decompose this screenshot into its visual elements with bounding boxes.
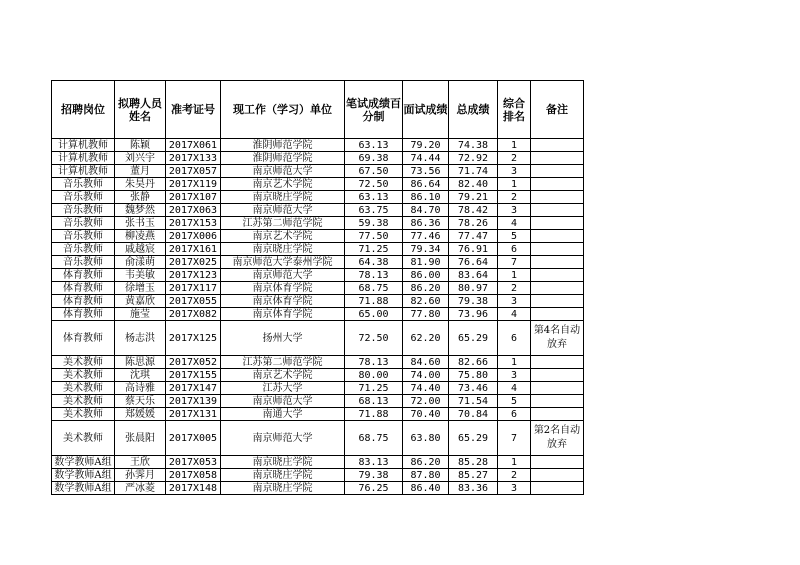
- cell-interview-score: 86.00: [403, 269, 449, 282]
- cell-name: 魏梦然: [115, 204, 166, 217]
- cell-rank: 1: [498, 356, 531, 369]
- cell-interview-score: 82.60: [403, 295, 449, 308]
- cell-exam-id: 2017X161: [166, 243, 221, 256]
- cell-name: 杨志洪: [115, 321, 166, 356]
- cell-name: 施莹: [115, 308, 166, 321]
- cell-note: [531, 165, 584, 178]
- cell-rank: 1: [498, 178, 531, 191]
- cell-interview-score: 62.20: [403, 321, 449, 356]
- cell-unit: 江苏第二师范学院: [221, 356, 345, 369]
- cell-interview-score: 79.34: [403, 243, 449, 256]
- cell-rank: 2: [498, 191, 531, 204]
- cell-note: [531, 230, 584, 243]
- cell-unit: 南京体育学院: [221, 295, 345, 308]
- cell-written-score: 72.50: [345, 178, 403, 191]
- cell-total-score: 65.29: [449, 321, 498, 356]
- header-exam-id: 准考证号: [166, 81, 221, 139]
- cell-note: [531, 408, 584, 421]
- cell-written-score: 71.88: [345, 295, 403, 308]
- cell-post: 美术教师: [52, 356, 115, 369]
- cell-total-score: 71.54: [449, 395, 498, 408]
- cell-name: 黄嘉欣: [115, 295, 166, 308]
- cell-exam-id: 2017X119: [166, 178, 221, 191]
- cell-name: 孙霁月: [115, 469, 166, 482]
- cell-unit: 南通大学: [221, 408, 345, 421]
- cell-interview-score: 74.44: [403, 152, 449, 165]
- cell-total-score: 79.21: [449, 191, 498, 204]
- cell-unit: 南京艺术学院: [221, 230, 345, 243]
- header-total-score: 总成绩: [449, 81, 498, 139]
- cell-post: 音乐教师: [52, 217, 115, 230]
- cell-unit: 淮阴师范学院: [221, 152, 345, 165]
- cell-interview-score: 74.00: [403, 369, 449, 382]
- cell-exam-id: 2017X063: [166, 204, 221, 217]
- cell-interview-score: 86.36: [403, 217, 449, 230]
- cell-written-score: 63.13: [345, 139, 403, 152]
- header-row: [52, 81, 584, 139]
- cell-exam-id: 2017X052: [166, 356, 221, 369]
- cell-interview-score: 81.90: [403, 256, 449, 269]
- cell-post: 音乐教师: [52, 243, 115, 256]
- cell-written-score: 67.50: [345, 165, 403, 178]
- table-row: [52, 469, 584, 482]
- cell-exam-id: 2017X053: [166, 456, 221, 469]
- table-row: [52, 178, 584, 191]
- cell-interview-score: 84.60: [403, 356, 449, 369]
- cell-post: 音乐教师: [52, 191, 115, 204]
- cell-total-score: 74.38: [449, 139, 498, 152]
- header-rank: 综合排名: [498, 81, 531, 139]
- cell-total-score: 83.64: [449, 269, 498, 282]
- cell-exam-id: 2017X061: [166, 139, 221, 152]
- cell-name: 沈琪: [115, 369, 166, 382]
- cell-unit: 南京师范大学: [221, 204, 345, 217]
- cell-written-score: 68.75: [345, 282, 403, 295]
- cell-total-score: 76.64: [449, 256, 498, 269]
- cell-interview-score: 77.80: [403, 308, 449, 321]
- cell-note: [531, 356, 584, 369]
- cell-note: [531, 369, 584, 382]
- cell-unit: 江苏第二师范学院: [221, 217, 345, 230]
- cell-post: 体育教师: [52, 269, 115, 282]
- cell-written-score: 80.00: [345, 369, 403, 382]
- cell-name: 张静: [115, 191, 166, 204]
- cell-written-score: 63.75: [345, 204, 403, 217]
- table-row: [52, 217, 584, 230]
- cell-name: 陈颖: [115, 139, 166, 152]
- cell-unit: 南京体育学院: [221, 308, 345, 321]
- cell-rank: 3: [498, 295, 531, 308]
- cell-exam-id: 2017X005: [166, 421, 221, 456]
- cell-post: 体育教师: [52, 321, 115, 356]
- table-row: [52, 408, 584, 421]
- cell-note: [531, 139, 584, 152]
- cell-exam-id: 2017X055: [166, 295, 221, 308]
- cell-interview-score: 84.70: [403, 204, 449, 217]
- cell-unit: 南京体育学院: [221, 282, 345, 295]
- table-row: [52, 356, 584, 369]
- cell-unit: 南京师范大学泰州学院: [221, 256, 345, 269]
- cell-post: 计算机教师: [52, 152, 115, 165]
- cell-total-score: 77.47: [449, 230, 498, 243]
- table-row: [52, 282, 584, 295]
- cell-rank: 4: [498, 217, 531, 230]
- cell-written-score: 79.38: [345, 469, 403, 482]
- cell-interview-score: 86.20: [403, 456, 449, 469]
- cell-exam-id: 2017X107: [166, 191, 221, 204]
- results-table: [51, 80, 584, 495]
- cell-note: [531, 308, 584, 321]
- cell-post: 美术教师: [52, 408, 115, 421]
- cell-note: [531, 395, 584, 408]
- cell-note: [531, 243, 584, 256]
- cell-written-score: 68.13: [345, 395, 403, 408]
- cell-note: [531, 152, 584, 165]
- table-row: [52, 230, 584, 243]
- cell-interview-score: 72.00: [403, 395, 449, 408]
- table-row: [52, 395, 584, 408]
- cell-exam-id: 2017X147: [166, 382, 221, 395]
- cell-interview-score: 86.64: [403, 178, 449, 191]
- cell-unit: 江苏大学: [221, 382, 345, 395]
- cell-unit: 南京晓庄学院: [221, 469, 345, 482]
- cell-post: 美术教师: [52, 382, 115, 395]
- cell-interview-score: 86.10: [403, 191, 449, 204]
- table-row: [52, 369, 584, 382]
- cell-note: 第4名自动放弃: [531, 321, 584, 356]
- cell-total-score: 71.74: [449, 165, 498, 178]
- cell-written-score: 71.25: [345, 382, 403, 395]
- cell-rank: 5: [498, 230, 531, 243]
- cell-exam-id: 2017X131: [166, 408, 221, 421]
- cell-post: 美术教师: [52, 395, 115, 408]
- cell-note: [531, 282, 584, 295]
- cell-total-score: 83.36: [449, 482, 498, 495]
- cell-total-score: 75.80: [449, 369, 498, 382]
- table-row: [52, 295, 584, 308]
- cell-exam-id: 2017X153: [166, 217, 221, 230]
- cell-exam-id: 2017X148: [166, 482, 221, 495]
- cell-unit: 南京师范大学: [221, 165, 345, 178]
- cell-interview-score: 74.40: [403, 382, 449, 395]
- cell-total-score: 73.46: [449, 382, 498, 395]
- cell-rank: 3: [498, 165, 531, 178]
- cell-interview-score: 86.20: [403, 282, 449, 295]
- cell-interview-score: 70.40: [403, 408, 449, 421]
- cell-interview-score: 87.80: [403, 469, 449, 482]
- cell-name: 蔡天乐: [115, 395, 166, 408]
- cell-rank: 4: [498, 382, 531, 395]
- cell-name: 严冰菱: [115, 482, 166, 495]
- table-row: [52, 382, 584, 395]
- table-row: [52, 139, 584, 152]
- cell-exam-id: 2017X057: [166, 165, 221, 178]
- cell-written-score: 78.13: [345, 269, 403, 282]
- cell-rank: 2: [498, 469, 531, 482]
- cell-total-score: 73.96: [449, 308, 498, 321]
- cell-note: [531, 217, 584, 230]
- cell-rank: 1: [498, 456, 531, 469]
- cell-name: 韦美敏: [115, 269, 166, 282]
- cell-unit: 南京晓庄学院: [221, 243, 345, 256]
- table-row: [52, 482, 584, 495]
- table-row: [52, 456, 584, 469]
- cell-post: 美术教师: [52, 421, 115, 456]
- cell-post: 数学教师A组: [52, 482, 115, 495]
- cell-name: 刘兴宇: [115, 152, 166, 165]
- cell-post: 体育教师: [52, 282, 115, 295]
- cell-post: 计算机教师: [52, 139, 115, 152]
- cell-interview-score: 77.46: [403, 230, 449, 243]
- cell-note: [531, 256, 584, 269]
- cell-name: 俞漾萌: [115, 256, 166, 269]
- cell-post: 美术教师: [52, 369, 115, 382]
- cell-name: 柳凌燕: [115, 230, 166, 243]
- cell-exam-id: 2017X025: [166, 256, 221, 269]
- cell-written-score: 63.13: [345, 191, 403, 204]
- cell-total-score: 76.91: [449, 243, 498, 256]
- cell-exam-id: 2017X117: [166, 282, 221, 295]
- table-row: [52, 269, 584, 282]
- cell-total-score: 85.28: [449, 456, 498, 469]
- cell-note: [531, 482, 584, 495]
- table-row: [52, 321, 584, 356]
- cell-written-score: 69.38: [345, 152, 403, 165]
- cell-rank: 6: [498, 321, 531, 356]
- table-row: [52, 191, 584, 204]
- cell-post: 音乐教师: [52, 178, 115, 191]
- header-note: 备注: [531, 81, 584, 139]
- cell-written-score: 76.25: [345, 482, 403, 495]
- cell-interview-score: 63.80: [403, 421, 449, 456]
- cell-total-score: 79.38: [449, 295, 498, 308]
- cell-unit: 淮阴师范学院: [221, 139, 345, 152]
- cell-name: 王欣: [115, 456, 166, 469]
- cell-total-score: 85.27: [449, 469, 498, 482]
- cell-post: 音乐教师: [52, 204, 115, 217]
- cell-total-score: 78.26: [449, 217, 498, 230]
- cell-note: [531, 204, 584, 217]
- cell-unit: 南京晓庄学院: [221, 482, 345, 495]
- cell-note: [531, 269, 584, 282]
- cell-unit: 南京艺术学院: [221, 178, 345, 191]
- header-post: 招聘岗位: [52, 81, 115, 139]
- cell-rank: 2: [498, 282, 531, 295]
- cell-written-score: 77.50: [345, 230, 403, 243]
- cell-exam-id: 2017X155: [166, 369, 221, 382]
- table-row: [52, 308, 584, 321]
- cell-rank: 6: [498, 243, 531, 256]
- cell-written-score: 71.88: [345, 408, 403, 421]
- cell-note: [531, 456, 584, 469]
- cell-post: 音乐教师: [52, 230, 115, 243]
- cell-post: 体育教师: [52, 295, 115, 308]
- cell-name: 高诗雅: [115, 382, 166, 395]
- cell-total-score: 78.42: [449, 204, 498, 217]
- cell-rank: 3: [498, 369, 531, 382]
- cell-rank: 1: [498, 139, 531, 152]
- cell-name: 朱昊丹: [115, 178, 166, 191]
- table-body: [52, 139, 584, 495]
- table-row: [52, 204, 584, 217]
- cell-unit: 南京师范大学: [221, 421, 345, 456]
- cell-total-score: 72.92: [449, 152, 498, 165]
- cell-note: [531, 295, 584, 308]
- cell-unit: 扬州大学: [221, 321, 345, 356]
- cell-total-score: 70.84: [449, 408, 498, 421]
- cell-exam-id: 2017X125: [166, 321, 221, 356]
- cell-written-score: 83.13: [345, 456, 403, 469]
- cell-rank: 6: [498, 408, 531, 421]
- cell-unit: 南京晓庄学院: [221, 456, 345, 469]
- cell-note: [531, 469, 584, 482]
- cell-written-score: 65.00: [345, 308, 403, 321]
- cell-note: [531, 382, 584, 395]
- cell-name: 张书玉: [115, 217, 166, 230]
- cell-written-score: 72.50: [345, 321, 403, 356]
- cell-written-score: 68.75: [345, 421, 403, 456]
- cell-interview-score: 73.56: [403, 165, 449, 178]
- table-row: [52, 421, 584, 456]
- table-row: [52, 243, 584, 256]
- cell-name: 董月: [115, 165, 166, 178]
- cell-name: 陈思源: [115, 356, 166, 369]
- cell-rank: 7: [498, 256, 531, 269]
- table-row: [52, 152, 584, 165]
- cell-name: 戚越宸: [115, 243, 166, 256]
- cell-rank: 2: [498, 152, 531, 165]
- cell-name: 徐增玉: [115, 282, 166, 295]
- cell-post: 数学教师A组: [52, 456, 115, 469]
- cell-name: 郑媛媛: [115, 408, 166, 421]
- cell-note: [531, 191, 584, 204]
- cell-written-score: 64.38: [345, 256, 403, 269]
- cell-rank: 4: [498, 308, 531, 321]
- table-row: [52, 165, 584, 178]
- cell-interview-score: 86.40: [403, 482, 449, 495]
- cell-exam-id: 2017X123: [166, 269, 221, 282]
- cell-rank: 5: [498, 395, 531, 408]
- cell-unit: 南京师范大学: [221, 269, 345, 282]
- header-name: 拟聘人员姓名: [115, 81, 166, 139]
- header-written-score: 笔试成绩百分制: [345, 81, 403, 139]
- cell-name: 张晨阳: [115, 421, 166, 456]
- cell-unit: 南京艺术学院: [221, 369, 345, 382]
- cell-written-score: 71.25: [345, 243, 403, 256]
- cell-unit: 南京晓庄学院: [221, 191, 345, 204]
- cell-exam-id: 2017X133: [166, 152, 221, 165]
- cell-exam-id: 2017X006: [166, 230, 221, 243]
- cell-post: 音乐教师: [52, 256, 115, 269]
- cell-exam-id: 2017X058: [166, 469, 221, 482]
- cell-post: 计算机教师: [52, 165, 115, 178]
- header-unit: 现工作（学习）单位: [221, 81, 345, 139]
- cell-exam-id: 2017X082: [166, 308, 221, 321]
- cell-total-score: 65.29: [449, 421, 498, 456]
- header-interview-score: 面试成绩: [403, 81, 449, 139]
- cell-total-score: 80.97: [449, 282, 498, 295]
- cell-written-score: 78.13: [345, 356, 403, 369]
- cell-rank: 1: [498, 269, 531, 282]
- cell-rank: 3: [498, 482, 531, 495]
- cell-note: 第2名自动放弃: [531, 421, 584, 456]
- cell-total-score: 82.66: [449, 356, 498, 369]
- table-row: [52, 256, 584, 269]
- cell-unit: 南京师范大学: [221, 395, 345, 408]
- cell-interview-score: 79.20: [403, 139, 449, 152]
- cell-exam-id: 2017X139: [166, 395, 221, 408]
- cell-rank: 3: [498, 204, 531, 217]
- cell-rank: 7: [498, 421, 531, 456]
- cell-total-score: 82.40: [449, 178, 498, 191]
- cell-written-score: 59.38: [345, 217, 403, 230]
- cell-post: 体育教师: [52, 308, 115, 321]
- cell-post: 数学教师A组: [52, 469, 115, 482]
- cell-note: [531, 178, 584, 191]
